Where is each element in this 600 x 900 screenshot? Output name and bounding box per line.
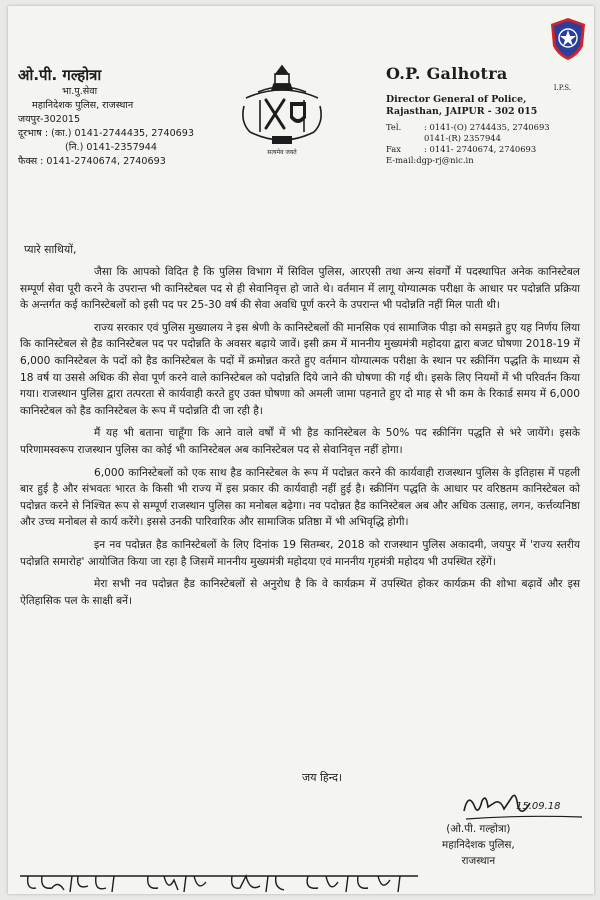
- fax-hindi: फैक्स : 0141-2740674, 2740693: [18, 156, 166, 167]
- signatory-block: [442, 821, 515, 869]
- paragraph-3: मैं यह भी बताना चाहूँगा कि आने वाले वर्षों में भी हैड कानिस्टेबल के 50% पद स्क्रीनिंग पद्धति से भरे जायेंगे। इसके परिणामस्वरूप राजस्थान पुलिस का कोई भी कानिस्टेबल अब कानिस्टेबल पद से सेवानिवृत्त नहीं होगा।: [20, 427, 580, 456]
- city-hindi: जयपुर-302015: [18, 114, 81, 125]
- closing-jai-hind: जय हिन्द।: [302, 771, 343, 784]
- officer-name-hindi: ओ.पी. गल्होत्रा: [18, 66, 102, 84]
- fax-english: [386, 144, 591, 155]
- signatory-designation: महानिदेशक पुलिस,: [442, 839, 515, 851]
- header-hindi: [18, 68, 238, 169]
- tel-office-value: : 0141-(O) 2744435, 2740693: [424, 122, 550, 132]
- letter-page: [8, 6, 594, 894]
- tel-residence: [386, 133, 591, 144]
- national-emblem-icon: [236, 62, 328, 160]
- email: E-mail:dgp-rj@nic.in: [386, 155, 474, 165]
- signature-date: 15.09.18: [516, 801, 561, 812]
- handwritten-note-text: राजस्थान पुलिस परिवार के समस्त सदस्यगण: [18, 868, 34, 869]
- officer-name-english: O.P. Galhotra: [386, 64, 508, 83]
- paragraph-1: जैसा कि आपको विदित है कि पुलिस विभाग में सिविल पुलिस, आरएसी तथा अन्य संवर्गों में पदस्थापित अनेक कानिस्टेबल सम्पूर्ण सेवा पूरी करने के उपरान्त भी कानिस्टेबल पद से ही सेवानिवृत्त हो जाते थे। वर्तमान में लागू योग्यात्मक परीक्षा के आधार पर पदोन्नति प्रक्रिया के अन्तर्गत कई कानिस्टेबलों को इसी पद पर 25-30 वर्ष की सेवा अवधि पूर्ण करने के उपरान्त भी पदोन्नति नहीं मिल पाती थी।: [20, 266, 580, 312]
- rajasthan-police-badge-icon: [548, 16, 588, 62]
- service-hindi: भा.पु.सेवा: [62, 86, 98, 97]
- paragraph-2: राज्य सरकार एवं पुलिस मुख्यालय ने इस श्रेणी के कानिस्टेबलों की मानसिक एवं सामाजिक पीड़ा को समझते हुए यह निर्णय लिया कि कानिस्टेबल से हैड कानिस्टेबल पद पर पदोन्नति के अवसर बढ़ाये जावें। इसी क्रम में माननीय मुख्यमंत्री महोदया द्वारा बजट घोषणा 2018-19 में 6,000 कानिस्टेबल के पदों को हैड कानिस्टेबल के पदों में क्रमोन्नत करते हुए वर्तमान योग्यात्मक परीक्षा के स्थान पर स्क्रीनिंग पद्धति के माध्यम से 18 वर्ष या उससे अधिक की सेवा पूर्ण करने वाले कानिस्टेबल को पदोन्नति दिये जाने की घोषणा की गई थी। इसके लिए नियमों में भी परिवर्तन किया गया। राजस्थान पुलिस द्वारा तत्परता से कार्यवाही करते हुए उक्त घोषणा को अमली जामा पहनाते हुए दो माह से भी कम के रिकार्ड समय में 6,000 कानिस्टेबल को हैड कानिस्टेबल के रूप में पदोन्नति दी जा रही है।: [20, 321, 580, 417]
- handwritten-addressee-note: [18, 868, 478, 894]
- paragraph-4: 6,000 कानिस्टेबलों को एक साथ हैड कानिस्टेबल के रूप में पदोन्नत करने की कार्यवाही राजस्थान पुलिस के इतिहास में पहली बार हुई है और संभवतः भारत के किसी भी राज्य में इस प्रकार की कार्यवाही नहीं हुई है। स्क्रीनिंग पद्धति के आधार पर वरिष्ठतम कानिस्टेबल को पदोन्नत करने से निश्चित रूप से सम्पूर्ण राजस्थान पुलिस का मनोबल बढ़ेगा। नव पदोन्नत हैड कानिस्टेबल अब और अधिक उत्साह, लगन, कर्त्तव्यनिष्ठा और उच्च मनोबल से कार्य करेंगे। इससे उनकी पारिवारिक और सामाजिक प्रतिष्ठा में भी अभिवृद्धि होगी।: [20, 466, 580, 529]
- service-english: I.P.S.: [553, 84, 571, 92]
- tel-label: Tel.: [386, 122, 402, 132]
- signatory-state: राजस्थान: [461, 855, 496, 867]
- header-english: [386, 64, 591, 166]
- paragraph-6: मेरा सभी नव पदोन्नत हैड कानिस्टेबलों से अनुरोध है कि वे कार्यक्रम में उपस्थित होकर कार्यक्रम की शोभा बढ़ावें और इस ऐतिहासिक पल के साक्षी बनें।: [20, 578, 580, 607]
- salutation: प्यारे साथियों,: [24, 243, 77, 256]
- designation-hindi: महानिदेशक पुलिस, राजस्थान: [32, 100, 134, 111]
- fax-label: Fax: [386, 144, 401, 154]
- phone-office-hindi: दूरभाष : (का.) 0141-2744435, 2740693: [18, 128, 194, 139]
- tel-office: [386, 122, 591, 133]
- phone-residence-hindi: (नि.) 0141-2357944: [65, 142, 157, 153]
- signatory-name: (ओ.पी. गल्होत्रा): [446, 823, 511, 835]
- letter-body: [20, 264, 580, 615]
- city-english: Rajasthan, JAIPUR - 302 015: [386, 106, 538, 117]
- designation-english: Director General of Police,: [386, 94, 527, 105]
- tel-residence-value: 0141-(R) 2357944: [424, 133, 501, 143]
- svg-text:सत्यमेव जयते: सत्यमेव जयते: [267, 149, 297, 156]
- fax-value: : 0141- 2740674, 2740693: [424, 144, 537, 154]
- paragraph-5: इन नव पदोन्नत हैड कानिस्टेबलों के लिए दिनांक 19 सितम्बर, 2018 को राजस्थान पुलिस अकादमी, जयपुर में 'राज्य स्तरीय पदोन्नति समारोह' आयोजित किया जा रहा है जिसमें माननीय मुख्यमंत्री महोदया एवं माननीय गृहमंत्री महोदय भी उपस्थित रहेंगें।: [20, 538, 580, 568]
